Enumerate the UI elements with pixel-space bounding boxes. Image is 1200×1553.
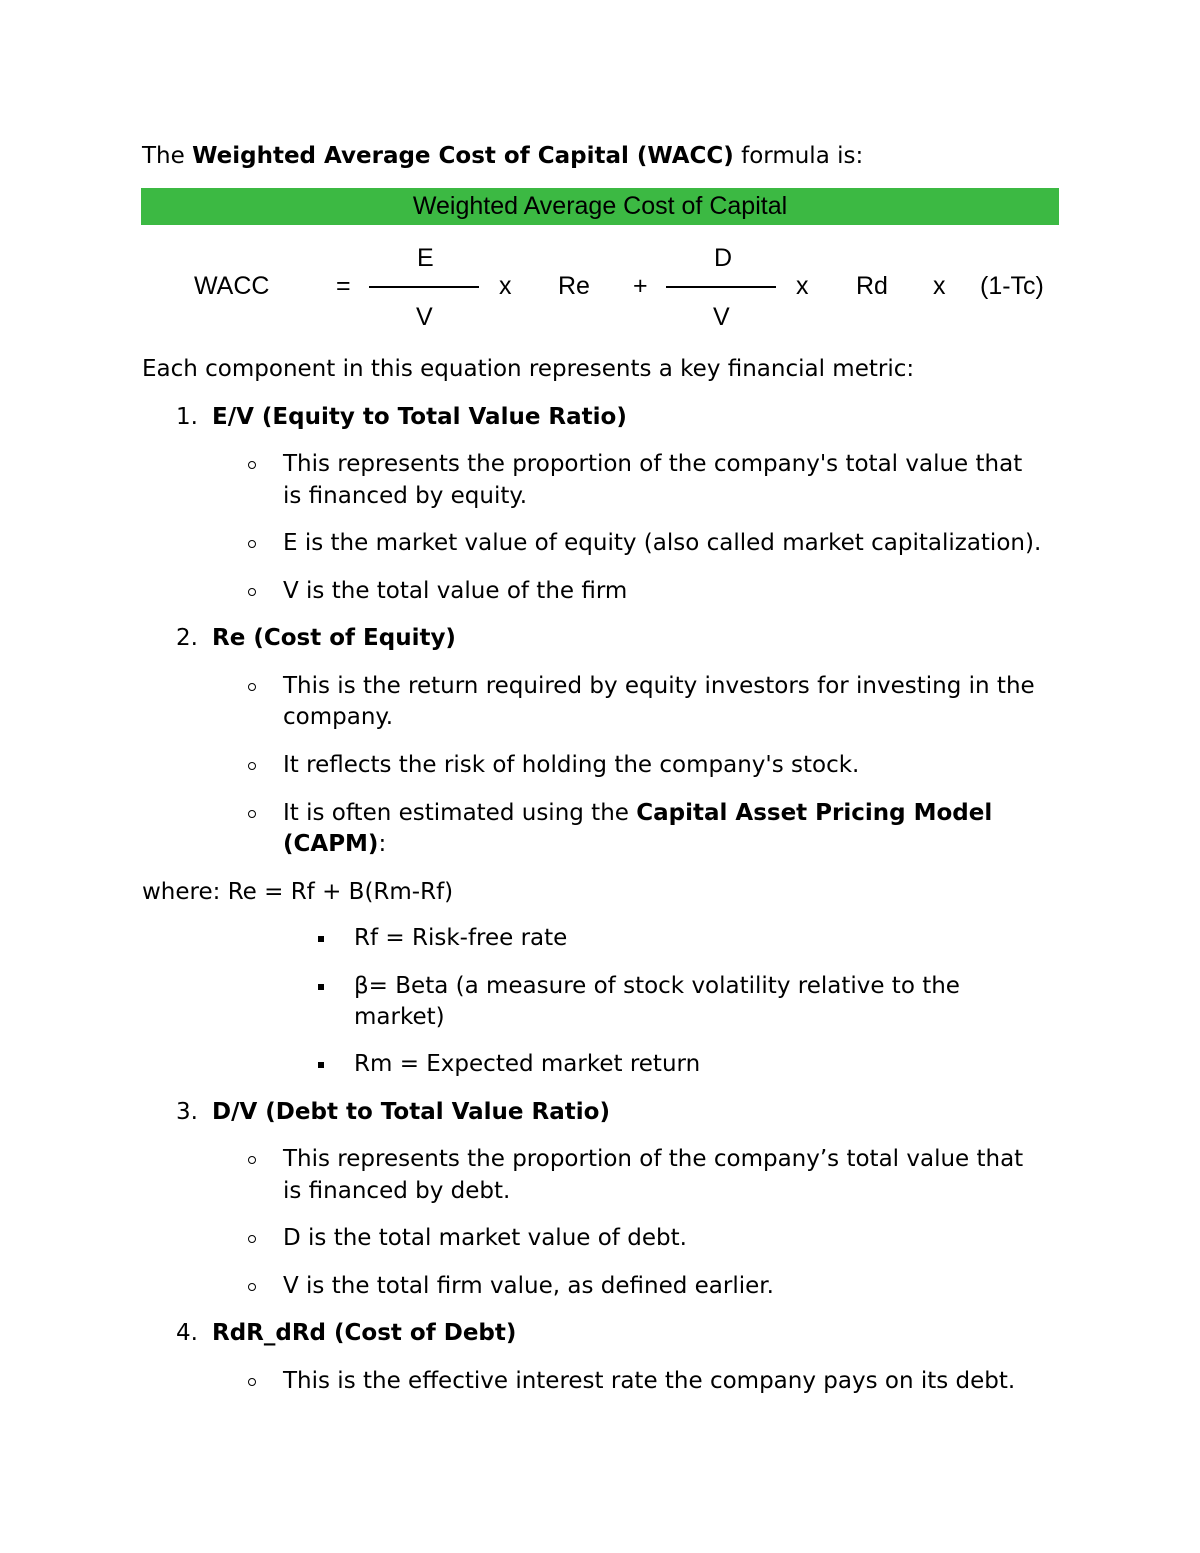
where-item-rm: Rm = Expected market return [354, 1051, 701, 1077]
bullet-circle-icon [248, 461, 256, 469]
formula-equals: = [336, 272, 351, 300]
bullet-square-icon [318, 936, 324, 942]
lead-text: Each component in this equation represents a key financial metric: [142, 356, 915, 382]
formula-e-numerator: E [417, 244, 434, 272]
s3-bullet-1-line-1: This represents the proportion of the company’s total value that [283, 1146, 1024, 1172]
s1-bullet-1-line-2: is financed by equity. [283, 483, 528, 509]
bullet-circle-icon [248, 1156, 256, 1164]
s2-bullet-3-line-2: (CAPM): [283, 831, 387, 857]
s1-bullet-2: E is the market value of equity (also called market capitalization). [283, 530, 1042, 556]
bullet-circle-icon [248, 762, 256, 770]
bullet-circle-icon [248, 810, 256, 818]
s3-bullet-2: D is the total market value of debt. [283, 1225, 687, 1251]
section-3-title: D/V (Debt to Total Value Ratio) [212, 1099, 610, 1125]
section-1-number: 1. [176, 404, 198, 430]
bullet-square-icon [318, 984, 324, 990]
intro-bold-term: Weighted Average Cost of Capital (WACC) [192, 143, 734, 169]
bullet-circle-icon [248, 683, 256, 691]
where-item-rf: Rf = Risk-free rate [354, 925, 568, 951]
formula-lhs: WACC [194, 272, 270, 300]
formula-d-numerator: D [714, 244, 733, 272]
section-2-title: Re (Cost of Equity) [212, 625, 456, 651]
section-1-title: E/V (Equity to Total Value Ratio) [212, 404, 627, 430]
s2-bullet-1-line-1: This is the return required by equity investors for investing in the [283, 673, 1035, 699]
formula-banner: Weighted Average Cost of Capital [141, 188, 1059, 225]
formula-times-1: x [499, 272, 512, 300]
intro-suffix: formula is: [733, 143, 864, 169]
intro-line [142, 140, 863, 172]
s3-bullet-1-line-2: is financed by debt. [283, 1178, 511, 1204]
section-4-number: 4. [176, 1320, 198, 1346]
bullet-circle-icon [248, 1235, 256, 1243]
formula-tax-term: (1-Tc) [980, 272, 1044, 300]
s2-bullet-1-line-2: company. [283, 704, 394, 730]
bullet-circle-icon [248, 588, 256, 596]
fraction-bar-ev [369, 286, 479, 288]
formula-v-denominator-1: V [416, 303, 433, 331]
formula-times-2: x [796, 272, 809, 300]
capm-formula-line: where: Re = Rf + B(Rm-Rf) [142, 879, 454, 905]
s2-bullet-2: It reflects the risk of holding the company's stock. [283, 752, 860, 778]
formula-rd: Rd [856, 272, 888, 300]
fraction-bar-dv [666, 286, 776, 288]
s1-bullet-1-line-1: This represents the proportion of the company's total value that [283, 451, 1023, 477]
where-item-beta-line-2: market) [354, 1004, 445, 1030]
bullet-circle-icon [248, 1378, 256, 1386]
bullet-square-icon [318, 1062, 324, 1068]
formula-v-denominator-2: V [713, 303, 730, 331]
s1-bullet-3: V is the total value of the firm [283, 578, 628, 604]
intro-prefix: The [142, 143, 193, 169]
s4-bullet-1: This is the effective interest rate the company pays on its debt. [283, 1368, 1016, 1394]
bullet-circle-icon [248, 540, 256, 548]
s3-bullet-3: V is the total firm value, as defined earlier. [283, 1273, 774, 1299]
formula-re: Re [558, 272, 590, 300]
bullet-circle-icon [248, 1283, 256, 1291]
where-item-beta-line-1: β= Beta (a measure of stock volatility relative to the [354, 973, 960, 999]
section-2-number: 2. [176, 625, 198, 651]
section-4-title: RdR_dRd (Cost of Debt) [212, 1320, 517, 1346]
formula-plus: + [633, 272, 648, 300]
section-3-number: 3. [176, 1099, 198, 1125]
s2-bullet-3-line-1: It is often estimated using the Capital Asset Pricing Model [283, 800, 993, 826]
formula-times-3: x [933, 272, 946, 300]
